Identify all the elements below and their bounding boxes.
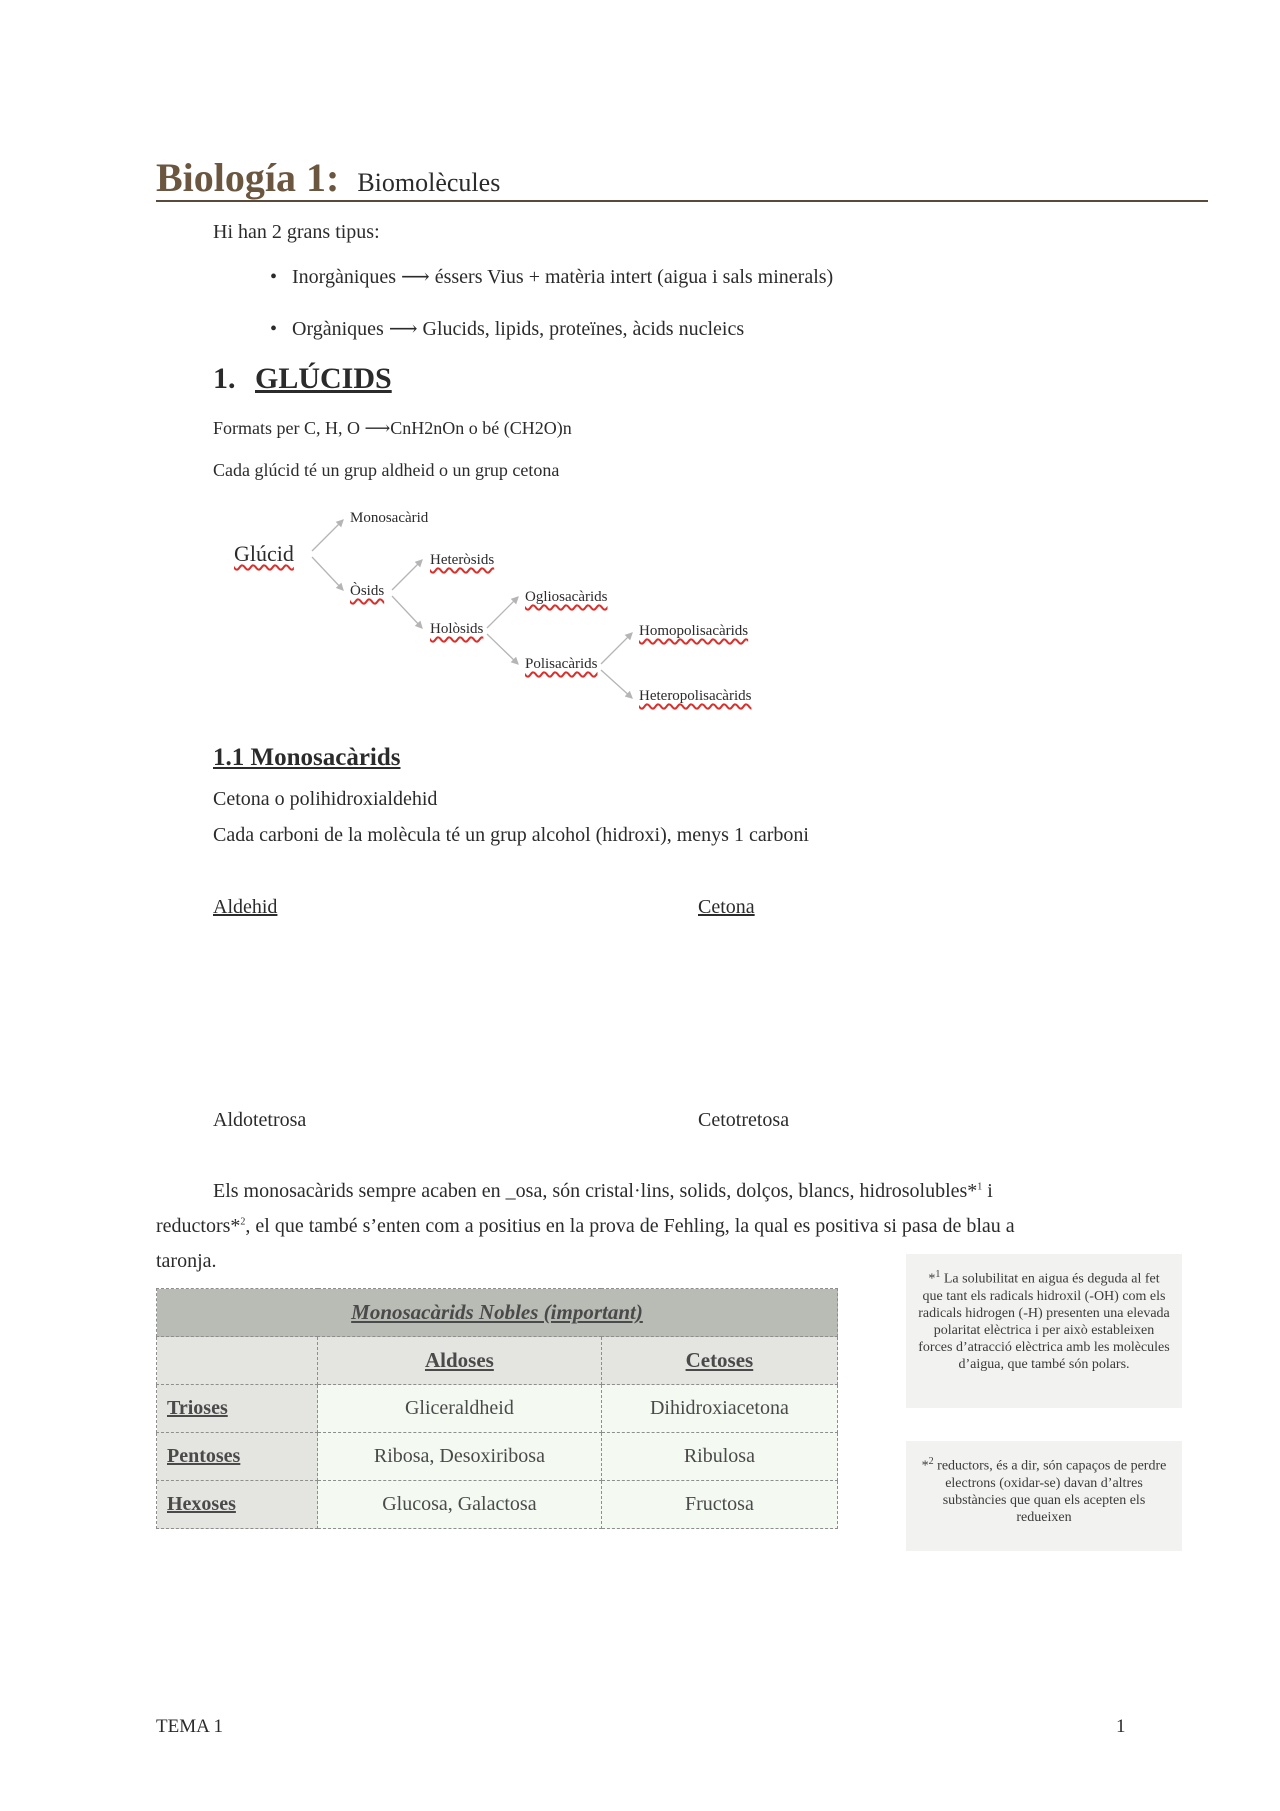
tree-edge [487, 634, 518, 664]
paragraph-text: , el que també s’enten com a positius en la prova de Fehling, la qual es positiva si pasa de blau a [245, 1215, 1015, 1237]
tree-node-monosacarid: Monosacàrid [350, 510, 429, 526]
footnote-ref-2: 2 [240, 1216, 246, 1228]
paragraph-line-3: taronja. [156, 1250, 217, 1272]
cetotretosa-label: Cetotretosa [698, 1109, 790, 1131]
cell-aldoses: Glucosa, Galactosa [318, 1481, 602, 1529]
subsection-heading-monosacarids: 1.1 Monosacàrids [213, 744, 401, 771]
section-title: GLÚCIDS [255, 362, 392, 395]
tree-edge [392, 596, 422, 628]
footnote-text: La solubilitat en aigua és deguda al fet que tant els radicals hidroxil (-OH) com els radicals hidrogen (-H) presenten una elevada polaritat elèctrica i per això estableixen forces d’atracció elèctrica amb les molècules d’aigua, que també són polars. [918, 1271, 1170, 1372]
monosacarids-table [156, 1288, 838, 1529]
tree-node-heteropolisacarids: Heteropolisacàrids [639, 688, 752, 704]
classification-tree-lines [0, 0, 1280, 720]
footnote-number: 2 [928, 1456, 934, 1467]
group-line: Cada glúcid té un grup aldheid o un grup cetona [213, 460, 560, 480]
cell-aldoses: Ribosa, Desoxiribosa [318, 1433, 602, 1481]
tree-node-ogliosacarids: Ogliosacàrids [525, 589, 608, 605]
tree-node-homopolisacarids: Homopolisacàrids [639, 623, 749, 639]
cell-cetoses: Dihidroxiacetona [601, 1385, 837, 1433]
bullet-text: Inorgàniques ⟶ éssers Vius + matèria intert (aigua i sals minerals) [292, 266, 834, 288]
aldehid-label: Aldehid [213, 896, 278, 918]
tree-node-polisacarids: Polisacàrids [525, 656, 598, 672]
tree-edge [312, 520, 343, 551]
title-subtitle: Biomolècules [357, 168, 501, 197]
row-label: Pentoses [157, 1433, 318, 1481]
tree-root-glucid: Glúcid [234, 541, 294, 566]
tree-node-holosids: Holòsids [430, 621, 484, 637]
paragraph-line-2 [156, 1215, 1015, 1238]
footnote-1 [906, 1254, 1182, 1408]
intro-line: Hi han 2 grans tipus: [213, 221, 380, 243]
tree-edge [601, 633, 632, 664]
tree-edge [601, 670, 632, 698]
table-row [157, 1433, 838, 1481]
tree-node-heterosids: Heteròsids [430, 552, 495, 568]
row-label: Hexoses [157, 1481, 318, 1529]
table-caption: Monosacàrids Nobles (important) [157, 1289, 838, 1337]
footnote-ref-1: 1 [977, 1181, 983, 1193]
table-row [157, 1481, 838, 1529]
tree-edge [487, 597, 518, 628]
footer-left: TEMA 1 [156, 1716, 224, 1737]
table-header-cetoses: Cetoses [601, 1337, 837, 1385]
page-number: 1 [1116, 1716, 1126, 1737]
bullet-symbol: • [270, 318, 278, 340]
footnote-marker: * [921, 1458, 929, 1474]
formula-line: Formats per C, H, O ⟶CnH2nOn o bé (CH2O)n [213, 418, 572, 438]
cell-cetoses: Ribulosa [601, 1433, 837, 1481]
row-label: Trioses [157, 1385, 318, 1433]
tree-node-osids: Òsids [350, 583, 385, 599]
monosacarid-line-1: Cetona o polihidroxialdehid [213, 788, 438, 810]
paragraph-text: i [982, 1180, 993, 1202]
cetona-label: Cetona [698, 896, 755, 918]
footnote-2 [906, 1441, 1182, 1551]
monosacarid-line-2: Cada carboni de la molècula té un grup alcohol (hidroxi), menys 1 carboni [213, 824, 809, 846]
table-row [157, 1385, 838, 1433]
section-number: 1. [213, 362, 236, 395]
aldotetrosa-label: Aldotetrosa [213, 1109, 307, 1131]
tree-edge [392, 560, 422, 590]
cell-cetoses: Fructosa [601, 1481, 837, 1529]
title-bold: Biología 1: [156, 155, 340, 200]
cell-aldoses: Gliceraldheid [318, 1385, 602, 1433]
paragraph-line-1 [213, 1180, 993, 1203]
tree-edge [312, 557, 343, 590]
bullet-text: Orgàniques ⟶ Glucids, lipids, proteïnes, àcids nucleics [292, 318, 745, 340]
bullet-symbol: • [270, 266, 278, 288]
footnote-number: 1 [935, 1269, 941, 1280]
footnote-text: reductors, és a dir, són capaços de perdre electrons (oxidar-se) davan d’altres substàncies que quan els acepten els redueixen [933, 1458, 1167, 1525]
paragraph-text: Els monosacàrids sempre acaben en _osa, són cristal·lins, solids, dolços, blancs, hidrosolubles* [213, 1180, 978, 1202]
footnote-marker: * [928, 1271, 936, 1287]
paragraph-text: reductors* [156, 1215, 241, 1237]
table-header-empty [157, 1337, 318, 1385]
table-header-aldoses: Aldoses [318, 1337, 602, 1385]
